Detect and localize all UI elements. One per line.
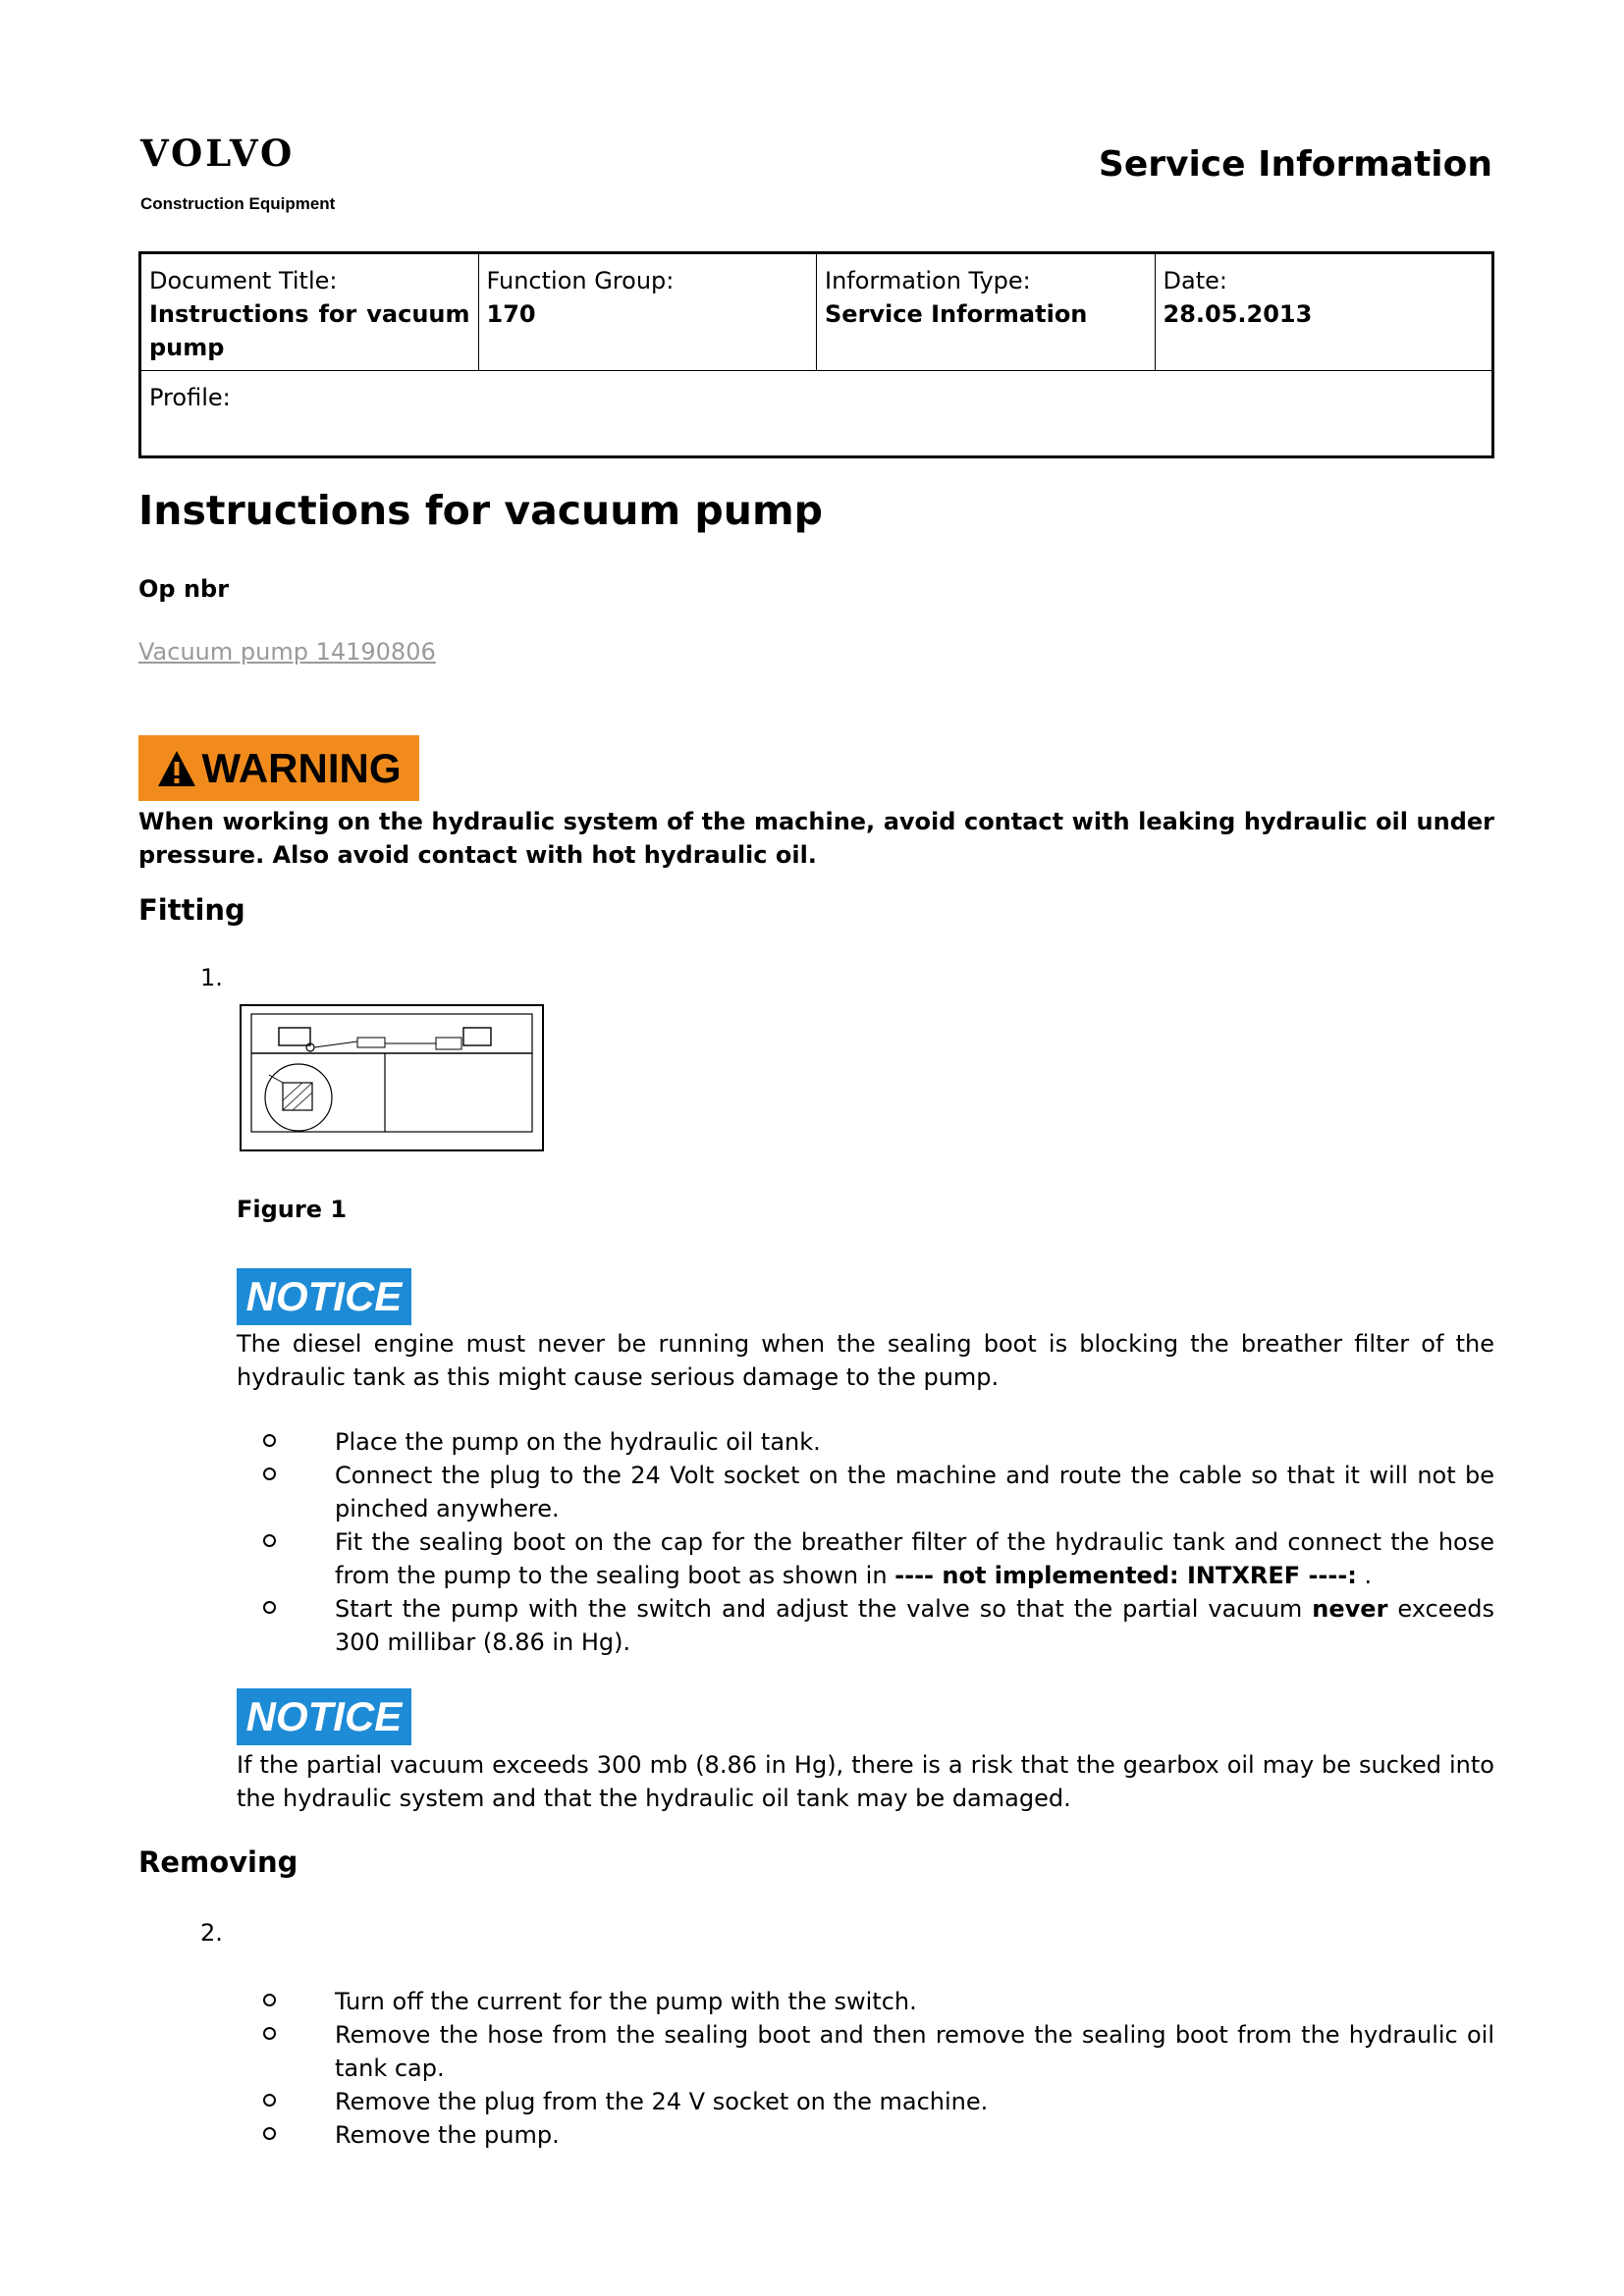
notice-badge-label: NOTICE (245, 1273, 403, 1319)
intxref-placeholder: ---- not implemented: INTXREF ----: (894, 1562, 1357, 1589)
warning-badge (138, 735, 419, 801)
list-item (237, 1525, 1494, 1592)
bullet-circle-icon (263, 1994, 276, 2006)
list-item (237, 1592, 1494, 1659)
volvo-logo: VOLVO (140, 132, 296, 175)
list-item-text: Place the pump on the hydraulic oil tank. (335, 1428, 821, 1456)
list-item (237, 1459, 1494, 1525)
list-item (237, 1425, 1494, 1459)
notice-text-1: The diesel engine must never be running when the sealing boot is blocking the breather filter of the hydraulic tank as this might cause serious damage to the pump. (237, 1330, 1494, 1391)
op-nbr-label: Op nbr (138, 575, 230, 603)
figure-1-vacuum-pump-drawing (240, 1004, 544, 1151)
emphasis-never: never (1312, 1595, 1388, 1623)
document-meta-table (138, 251, 1494, 458)
list-item-text-end: . (1356, 1562, 1373, 1589)
list-item-text: Remove the pump. (335, 2121, 560, 2149)
list-item-text: Turn off the current for the pump with the switch. (335, 1988, 917, 2015)
list-item-text: Remove the plug from the 24 V socket on the machine. (335, 2088, 989, 2115)
bullet-circle-icon (263, 2094, 276, 2107)
bullet-circle-icon (263, 2127, 276, 2140)
information-type-cell (817, 253, 1156, 371)
list-item (237, 2085, 1494, 2118)
list-item (237, 2018, 1494, 2085)
document-title-cell (140, 253, 479, 371)
warning-text: When working on the hydraulic system of the machine, avoid contact with leaking hydraulic oil under pressure. Also avoid contact with hot hydraulic oil. (138, 808, 1494, 869)
list-item-text: Start the pump with the switch and adjust the valve so that the partial vacuum (335, 1595, 1313, 1623)
logo-subtitle: Construction Equipment (140, 194, 336, 213)
list-item-text: Fit the sealing boot on the cap for the breather filter of the hydraulic tank and connect the hose from the pump to the sealing boot as shown in (335, 1528, 1494, 1589)
bullet-circle-icon (263, 1434, 276, 1447)
document-title-value: Instructions for vacuum pump (149, 300, 470, 361)
list-item-text: Connect the plug to the 24 Volt socket on the machine and route the cable so that it will not be pinched anywhere. (335, 1462, 1494, 1522)
date-label: Date: (1163, 267, 1227, 294)
warning-triangle-icon (157, 749, 196, 788)
bullet-circle-icon (263, 2027, 276, 2040)
date-cell (1155, 253, 1493, 371)
header-title: Service Information (1098, 144, 1492, 185)
bullet-circle-icon (263, 1468, 276, 1480)
profile-label: Profile: (149, 384, 231, 411)
figure-caption: Figure 1 (237, 1196, 348, 1223)
warning-badge-label: WARNING (201, 744, 402, 791)
step-number: 1. (200, 964, 223, 991)
list-item (237, 2118, 1494, 2152)
removing-heading: Removing (138, 1845, 298, 1879)
vacuum-pump-link[interactable]: Vacuum pump 14190806 (138, 638, 436, 666)
function-group-cell (478, 253, 817, 371)
function-group-value: 170 (486, 300, 536, 328)
date-value: 28.05.2013 (1163, 300, 1313, 328)
notice-badge-2 (237, 1688, 411, 1745)
information-type-value: Service Information (825, 300, 1088, 328)
notice-badge-1 (237, 1268, 411, 1325)
profile-cell (140, 371, 1493, 457)
document-title-label: Document Title: (149, 267, 338, 294)
bullet-circle-icon (263, 1601, 276, 1614)
removing-bullet-list (237, 1985, 1494, 2152)
list-item-text: Remove the hose from the sealing boot and then remove the sealing boot from the hydraulic oil tank cap. (335, 2021, 1494, 2082)
page-title: Instructions for vacuum pump (138, 487, 824, 534)
list-item-text-end: exceeds 300 millibar (8.86 in Hg). (335, 1595, 1495, 1656)
notice-badge-label: NOTICE (245, 1693, 403, 1739)
step-number: 2. (200, 1919, 223, 1947)
notice-text-2: If the partial vacuum exceeds 300 mb (8.86 in Hg), there is a risk that the gearbox oil may be sucked into the hydraulic system and that the hydraulic oil tank may be damaged. (237, 1751, 1494, 1812)
function-group-label: Function Group: (486, 267, 675, 294)
bullet-circle-icon (263, 1534, 276, 1547)
fitting-heading: Fitting (138, 893, 245, 927)
information-type-label: Information Type: (825, 267, 1031, 294)
fitting-bullet-list (237, 1425, 1494, 1659)
list-item (237, 1985, 1494, 2018)
